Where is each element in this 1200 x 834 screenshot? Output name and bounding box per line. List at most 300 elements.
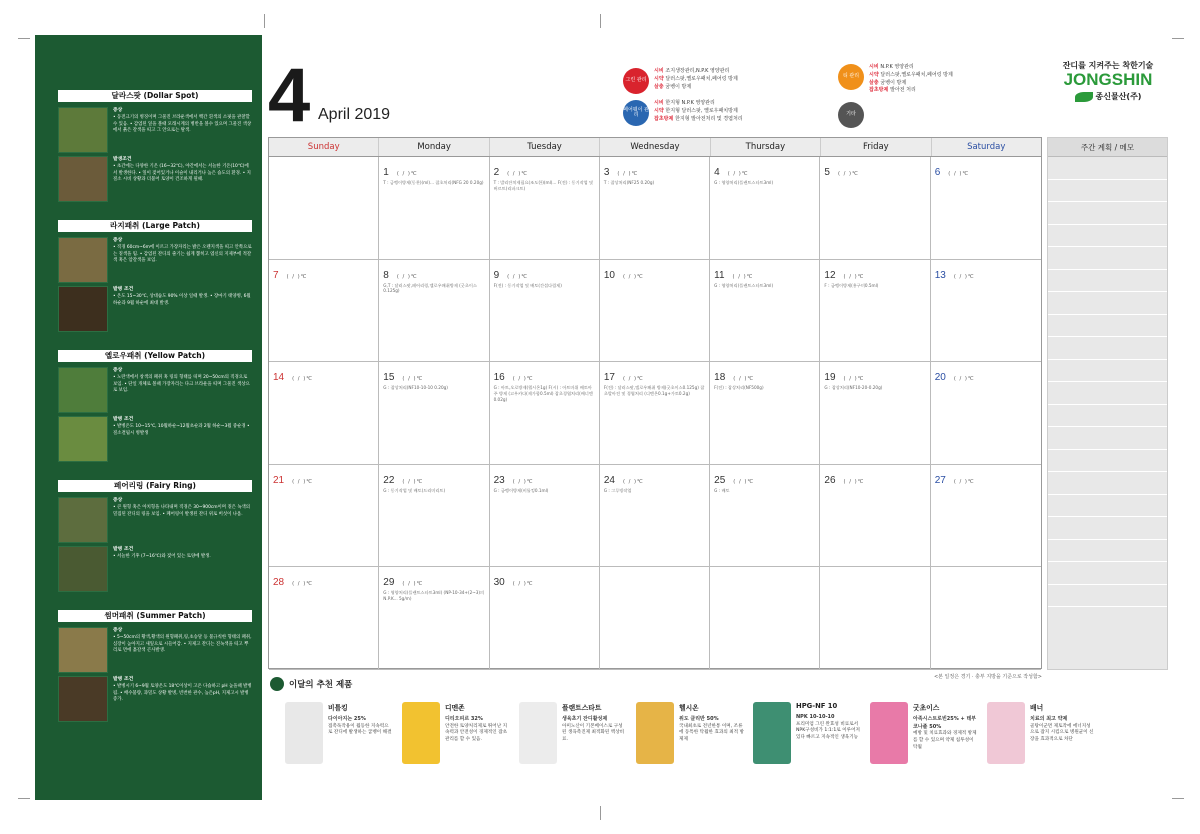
memo-line bbox=[1048, 450, 1167, 473]
disease-card bbox=[58, 350, 252, 462]
disease-photo bbox=[58, 627, 108, 673]
temperature-field: ( / )℃ bbox=[843, 376, 865, 382]
memo-line bbox=[1048, 540, 1167, 563]
product-sub: 다이아지논 25% bbox=[328, 716, 366, 722]
calendar-day bbox=[600, 567, 710, 670]
memo-title: 주간 계획 / 메모 bbox=[1048, 138, 1167, 157]
day-number: 27 bbox=[934, 474, 946, 486]
product-image bbox=[519, 702, 557, 764]
disease-row bbox=[58, 416, 252, 462]
section-text: • 발병온도 10~15℃, 10월하순~12월초순과 2월 하순~3월 중순경 • 질소결핍시 병발생 bbox=[113, 424, 250, 436]
section-label: 증상 bbox=[113, 108, 123, 113]
day-number: 12 bbox=[824, 269, 836, 281]
day-number: 1 bbox=[383, 167, 389, 178]
legend-item bbox=[623, 68, 738, 94]
product-sub: 위도 클리반 50% bbox=[679, 716, 719, 722]
calendar-day bbox=[820, 260, 930, 363]
section-label: 발병 조건 bbox=[113, 287, 134, 292]
product-name: 디멘존 bbox=[445, 704, 465, 712]
legend-value: 조지생장관리,N.P.K 영양관리 bbox=[665, 68, 730, 74]
legend-circle: 기타 bbox=[838, 102, 864, 128]
legend-line bbox=[654, 68, 738, 76]
disease-card bbox=[58, 220, 252, 332]
recommend-heading bbox=[270, 677, 352, 691]
day-head bbox=[824, 263, 925, 282]
product-text: 안전한 토양처리제로 뛰어난 지속력과 안전성이 경제적인 잡초관리를 할 수 있음. bbox=[445, 723, 508, 743]
disease-title: 옐로우패취 (Yellow Patch) bbox=[58, 350, 252, 362]
legend-line bbox=[654, 108, 743, 116]
legend-lines bbox=[654, 68, 738, 91]
legend-circle: 티 관리 bbox=[838, 64, 864, 90]
day-note: G : 잡상처리(NF10-10-10 0.20g) bbox=[383, 385, 448, 390]
day-head bbox=[383, 263, 484, 282]
day-head bbox=[494, 160, 595, 179]
day-number: 10 bbox=[603, 269, 615, 281]
section-text: • 온도 15~30℃, 상대습도 90% 이상 일때 발생. • 장마기 태양병, 6월 하순과 9월 하순에 최대 발생. bbox=[113, 294, 251, 306]
legend-lines bbox=[654, 100, 743, 123]
calendar-day bbox=[379, 567, 489, 670]
day-number: 14 bbox=[273, 372, 285, 383]
disease-photo bbox=[58, 237, 108, 283]
calendar-day bbox=[710, 465, 820, 568]
day-head bbox=[935, 468, 1037, 487]
calendar-day bbox=[710, 260, 820, 363]
product-name: HPG-NF 10 bbox=[796, 702, 838, 710]
temperature-field: ( / )℃ bbox=[732, 273, 754, 280]
disease-photo bbox=[58, 416, 108, 462]
day-head bbox=[714, 263, 815, 282]
disease-card bbox=[58, 480, 252, 592]
section-text: • 초간에는 다양한 기온 (16~32℃), 야간에서는 서늘한 기온(10℃)에서 발생한다. • 잎이 젖어있거나 이슬이 내리거나 높은 습도의 환경. • 지질소 시비 상황과 더불어 토양이 건조하게 될때. bbox=[113, 164, 251, 183]
temperature-field: ( / )℃ bbox=[843, 273, 865, 280]
legend-key: 살충 bbox=[869, 79, 881, 86]
month-year-label: April 2019 bbox=[318, 106, 391, 123]
day-head bbox=[494, 570, 595, 589]
memo-line bbox=[1048, 225, 1167, 248]
day-head bbox=[935, 160, 1037, 179]
disease-text bbox=[113, 286, 252, 332]
disease-title: 썸머패취 (Summer Patch) bbox=[58, 610, 252, 622]
temperature-field: ( / )℃ bbox=[733, 478, 755, 485]
day-number: 17 bbox=[603, 372, 615, 383]
legend-line bbox=[869, 64, 953, 72]
memo-line bbox=[1048, 585, 1167, 608]
legend-item bbox=[838, 64, 953, 95]
memo-line bbox=[1048, 495, 1167, 518]
section-text: • 5~50cm의 황색,황색의 원형패취,링,초승달 등 불규칙한 형태의 패취,심장이 높아지고 새잎으로 시들어감. • 지제고 잔디는 진녹색을 띠고 뿌리로 면에 흙갈색 곤사발생. bbox=[113, 635, 252, 654]
day-note: G : 잡상처리(NF10-20-0.20g) bbox=[824, 385, 883, 390]
crop-mark bbox=[18, 798, 30, 799]
product-item bbox=[285, 702, 393, 764]
product-desc bbox=[1030, 716, 1095, 744]
legend-line bbox=[654, 76, 738, 84]
legend-circle: 그린 관리 bbox=[623, 68, 649, 94]
day-head bbox=[824, 160, 925, 179]
disease-text bbox=[113, 416, 252, 462]
disease-row bbox=[58, 107, 252, 153]
product-text: 예방 및 치료효과와 경제적 방제를 할 수 있으며 약제 침투성이 탁월 bbox=[913, 731, 977, 750]
calendar-day bbox=[269, 362, 379, 465]
disease-title: 페어리링 (Fairy Ring) bbox=[58, 480, 252, 492]
product-image bbox=[753, 702, 791, 764]
day-number: 15 bbox=[383, 372, 395, 383]
product-image bbox=[636, 702, 674, 764]
product-item bbox=[636, 702, 744, 764]
legend-value: 굼벵이 방제 bbox=[665, 83, 692, 90]
crop-mark bbox=[1172, 38, 1184, 39]
day-head bbox=[383, 468, 484, 487]
temperature-field: ( / )℃ bbox=[953, 478, 975, 485]
temperature-field: ( / )℃ bbox=[622, 376, 644, 382]
disease-row bbox=[58, 286, 252, 332]
product-item bbox=[402, 702, 510, 764]
disease-card bbox=[58, 610, 252, 722]
day-head bbox=[604, 468, 705, 487]
day-number: 5 bbox=[824, 167, 830, 178]
disease-row bbox=[58, 546, 252, 592]
legend-key: 시약 bbox=[654, 75, 666, 82]
memo-line bbox=[1048, 472, 1167, 495]
day-note: F : 굼벵이방제(흥구미0.5ml) bbox=[824, 282, 879, 288]
disease-text bbox=[113, 497, 252, 543]
day-number: 19 bbox=[824, 372, 836, 383]
disease-photo bbox=[58, 676, 108, 722]
product-text: 골탕이군면 제토작에 에너지성으로 잡지 시킴으로 병원균이 신장을 효과적으로 차단 bbox=[1030, 723, 1094, 743]
legend-value: 달러스팟,옐로우패치,페어링 방제 bbox=[880, 71, 953, 78]
weekday-label: Saturday bbox=[967, 142, 1006, 152]
disease-title: 달라스팟 (Dollar Spot) bbox=[58, 90, 252, 102]
calendar-day bbox=[600, 465, 710, 568]
legend-value: N.P.K 영양관리 bbox=[880, 64, 914, 70]
temperature-field: ( / )℃ bbox=[512, 376, 534, 382]
temperature-field: ( / )℃ bbox=[733, 376, 755, 382]
memo-line bbox=[1048, 562, 1167, 585]
legend-line bbox=[654, 116, 743, 124]
day-number: 16 bbox=[493, 372, 505, 383]
weekday-label: Wednesday bbox=[600, 138, 710, 156]
calendar-grid bbox=[268, 137, 1042, 669]
calendar-day bbox=[931, 465, 1041, 568]
day-head bbox=[935, 365, 1037, 384]
leaf-icon bbox=[1075, 92, 1093, 102]
disease-photo bbox=[58, 497, 108, 543]
temperature-field: ( / )℃ bbox=[396, 171, 418, 177]
disease-photo bbox=[58, 156, 108, 202]
product-image bbox=[402, 702, 440, 764]
calendar-day bbox=[269, 260, 379, 363]
memo-line bbox=[1048, 247, 1167, 270]
memo-line bbox=[1048, 202, 1167, 225]
day-note: G : 굼벵이방제(비틀킹0.1ml) bbox=[493, 487, 549, 493]
product-sub: 치료의 최고 약제 bbox=[1030, 716, 1068, 722]
schedule-footnote: <본 일정은 경기 · 충부 지방을 기준으로 작성함> bbox=[933, 674, 1042, 680]
legend-lines bbox=[869, 64, 953, 95]
day-number: 30 bbox=[493, 577, 505, 588]
day-number: 20 bbox=[934, 372, 946, 383]
product-image bbox=[285, 702, 323, 764]
day-number: 26 bbox=[824, 474, 836, 486]
product-text: 국내최초로 전년한통 이며, 조류에 동특한 탁월한 효과의 최적 방제제 bbox=[679, 723, 744, 743]
day-number: 28 bbox=[273, 577, 285, 588]
product-text: 접촉독작용이 월등한 지속력으로 잔디에 발생하는 굼벵이 해결 bbox=[328, 723, 392, 736]
section-label: 발병 조건 bbox=[113, 547, 134, 552]
day-head bbox=[273, 365, 374, 384]
temperature-field: ( / )℃ bbox=[507, 171, 529, 177]
temperature-field: ( / )℃ bbox=[402, 581, 424, 587]
calendar-day bbox=[490, 567, 600, 670]
legend-key: 잡초방제 bbox=[869, 87, 891, 94]
disease-title: 라지패취 (Large Patch) bbox=[58, 220, 252, 232]
legend-key: 시비 bbox=[869, 64, 881, 70]
calendar-day bbox=[931, 362, 1041, 465]
memo-line bbox=[1048, 315, 1167, 338]
calendar-day bbox=[820, 157, 930, 260]
product-image bbox=[870, 702, 908, 764]
calendar-day bbox=[931, 260, 1041, 363]
day-note: T : 금벵이방제(동찬)(ml)... 잡초처리(NFG 20 0.20g) bbox=[383, 180, 484, 185]
temperature-field: ( / )℃ bbox=[292, 376, 314, 382]
calendar-day bbox=[600, 362, 710, 465]
crop-mark bbox=[600, 14, 601, 28]
product-desc bbox=[562, 716, 627, 744]
product-info bbox=[679, 702, 744, 764]
temperature-field: ( / )℃ bbox=[286, 273, 308, 280]
product-info bbox=[796, 702, 861, 764]
memo-line bbox=[1048, 360, 1167, 383]
calendar-day bbox=[931, 567, 1041, 670]
weekday-label: Friday bbox=[821, 138, 931, 156]
day-note: F(전) : 잡상처리(NF500g) bbox=[714, 385, 764, 390]
product-item bbox=[519, 702, 627, 764]
day-head bbox=[383, 365, 484, 384]
disease-row bbox=[58, 237, 252, 283]
product-sub: 디티오피르 32% bbox=[445, 716, 483, 722]
disease-photo bbox=[58, 286, 108, 332]
day-head bbox=[935, 263, 1037, 282]
legend-value: 달러스팟,옐로우패치,페어링 방제 bbox=[665, 75, 738, 82]
crop-mark bbox=[264, 14, 265, 28]
product-info bbox=[328, 702, 393, 764]
day-note: G : 동기작업 및 배토(드리미리트) bbox=[383, 487, 446, 493]
product-name: 굿초이스 bbox=[913, 704, 940, 712]
disease-row bbox=[58, 676, 252, 722]
legend-value: 한지형 N.P.K 영양관리 bbox=[665, 100, 715, 106]
day-note: T : 잡상처리(NF25 0.20g) bbox=[603, 180, 655, 185]
logo-slogan: 잔디를 지켜주는 착한기술 bbox=[1062, 61, 1154, 70]
day-number: 2 bbox=[493, 167, 500, 178]
crop-mark bbox=[18, 38, 30, 39]
section-label: 증상 bbox=[113, 628, 123, 633]
calendar-day bbox=[490, 362, 600, 465]
temperature-field: ( / )℃ bbox=[402, 478, 424, 485]
section-label: 발생조건 bbox=[113, 157, 132, 162]
memo-line bbox=[1048, 517, 1167, 540]
day-number: 6 bbox=[934, 167, 941, 178]
company-logo bbox=[1048, 60, 1168, 102]
memo-line bbox=[1048, 427, 1167, 450]
day-note: F(전) : 달러스팟,옐로우패취 방제(굿초이스0.125g) 잡초발아전 및 경엽처리 (디맨온0.1g+가토0.2g) bbox=[603, 385, 705, 396]
disease-text bbox=[113, 676, 252, 722]
legend-item bbox=[623, 100, 743, 126]
product-desc bbox=[796, 714, 861, 742]
disease-row bbox=[58, 156, 252, 202]
section-label: 증상 bbox=[113, 238, 123, 243]
temperature-field: ( / )℃ bbox=[292, 581, 314, 587]
disease-text bbox=[113, 367, 252, 413]
product-desc bbox=[679, 716, 744, 744]
product-desc bbox=[913, 716, 978, 752]
calendar-day bbox=[379, 362, 489, 465]
day-head bbox=[714, 365, 815, 384]
memo-line bbox=[1048, 157, 1167, 180]
day-note: G : 영양처리(플랜트스타트3ml) bbox=[714, 180, 774, 185]
legend-line bbox=[869, 72, 953, 80]
day-note: G : 아트,오로방제(헬시온1g) F(시) : 아트마위 배토아주 방제 (고우카다(제가합0.5ml) 잡초경엽처리(배너엔0.02g) bbox=[493, 385, 593, 402]
product-item bbox=[987, 702, 1095, 764]
legend-item bbox=[838, 102, 869, 128]
legend-value: 한지형 발아전처리 및 경엽처리 bbox=[675, 115, 743, 122]
logo-brand: JONGSHIN bbox=[1063, 70, 1153, 89]
day-note: T : 발리잔치제필요(조도한)(ml)... F(전) : 동기작업 및 버르트(리파크트) bbox=[493, 180, 594, 191]
section-label: 증상 bbox=[113, 498, 123, 503]
day-head bbox=[273, 570, 374, 589]
section-text: • 직경 60cm~6m에 이르고 가장자리는 밝은 오렌지색을 띠고 안쪽으로는 짙색을 띰. • 감염된 잔디의 줄기는 쉽게 뽑히고 엽신의 지제부에 적갈색 혹은 암갈색을 보임. bbox=[113, 245, 252, 264]
day-head bbox=[494, 365, 595, 384]
calendar-day bbox=[931, 157, 1041, 260]
calendar-day bbox=[269, 157, 379, 260]
legend-circle: 페어웨이 관리 bbox=[623, 100, 649, 126]
calendar-day bbox=[379, 260, 489, 363]
day-head bbox=[824, 468, 925, 487]
day-note: G : 영양처리(플랜트스타트3ml) (NP-10-34+(2~3)의 N.P.K... 5g/m) bbox=[383, 590, 485, 601]
day-head bbox=[604, 263, 705, 282]
legend-key: 잡초방제 bbox=[654, 115, 676, 122]
day-head bbox=[494, 263, 595, 282]
day-head bbox=[604, 160, 705, 179]
disease-text bbox=[113, 156, 252, 202]
product-item bbox=[870, 702, 978, 764]
temperature-field: ( / )℃ bbox=[507, 273, 529, 280]
section-label: 발병 조건 bbox=[113, 417, 134, 422]
calendar-day bbox=[490, 157, 600, 260]
disease-photo bbox=[58, 367, 108, 413]
calendar-day bbox=[490, 465, 600, 568]
legend-value: 한지형 달러스팟, 옐로우패치방제 bbox=[665, 107, 738, 114]
legend-line bbox=[654, 84, 738, 92]
temperature-field: ( / )℃ bbox=[953, 376, 975, 382]
product-desc bbox=[445, 716, 510, 744]
day-head bbox=[824, 365, 925, 384]
legend-key: 시약 bbox=[869, 71, 881, 78]
temperature-field: ( / )℃ bbox=[292, 478, 314, 485]
temperature-field: ( / )℃ bbox=[622, 478, 644, 485]
calendar-day bbox=[820, 362, 930, 465]
legend-value: 발아전 처리 bbox=[890, 87, 916, 94]
day-number: 4 bbox=[714, 167, 720, 178]
disease-text bbox=[113, 237, 252, 283]
calendar-day bbox=[710, 157, 820, 260]
legend-key: 살충 bbox=[654, 83, 666, 90]
day-head bbox=[273, 468, 374, 487]
product-info bbox=[913, 702, 978, 764]
product-name: 비틀킹 bbox=[328, 704, 348, 712]
product-text: 프리미엄 그린 완효성 비료로서 NPK구성비가 1:1:1로 이루어져 있다 빠르고 지속적인 생육기능 bbox=[796, 721, 860, 741]
day-number: 18 bbox=[714, 372, 726, 383]
product-sub: NPK 10-10-10 bbox=[796, 714, 835, 720]
memo-line bbox=[1048, 292, 1167, 315]
disease-text bbox=[113, 107, 252, 153]
calendar-day bbox=[710, 567, 820, 670]
section-text: • 발병시기 6~9월 토양온도 18℃이상이 고온 다습하고 pH 높을때 발병됨. • 배수불량, 과밀도 상황 발병, 빈번한 관수, 높은pH, 지제고시 발병증가. bbox=[113, 684, 252, 703]
day-number: 3 bbox=[603, 167, 610, 178]
legend-key: 시비 bbox=[654, 68, 666, 74]
calendar-day bbox=[379, 465, 489, 568]
day-number: 29 bbox=[383, 577, 395, 588]
disease-row bbox=[58, 627, 252, 673]
disease-text bbox=[113, 627, 252, 673]
day-number: 7 bbox=[273, 269, 279, 281]
legend-key: 시약 bbox=[654, 107, 666, 114]
legend-key: 시비 bbox=[654, 100, 666, 106]
day-head bbox=[383, 160, 484, 179]
memo-line bbox=[1048, 180, 1167, 203]
product-name: 플랜트스타트 bbox=[562, 704, 602, 712]
product-list bbox=[285, 702, 1185, 782]
crop-mark bbox=[1172, 798, 1184, 799]
disease-row bbox=[58, 497, 252, 543]
calendar-day bbox=[600, 260, 710, 363]
product-text: 아미노산이 기본베이스로 구성된 생육촉진제 최적화된 액상비료. bbox=[562, 723, 625, 743]
day-note: G : 배토 bbox=[714, 487, 730, 493]
temperature-field: ( / )℃ bbox=[948, 171, 970, 177]
calendar-day bbox=[820, 465, 930, 568]
product-sub: 생육초기 잔디활성제 bbox=[562, 716, 608, 722]
temperature-field: ( / )℃ bbox=[953, 273, 975, 280]
calendar-day bbox=[710, 362, 820, 465]
day-number: 25 bbox=[714, 474, 726, 486]
day-number: 24 bbox=[603, 474, 615, 486]
day-note: F(전) : 동기작업 및 배토(간섭다림제) bbox=[493, 282, 562, 288]
day-note: G,T : 달러스팟,페어리링,옐로우패취방제 (굿초이스0.125g) bbox=[383, 282, 477, 294]
day-number: 21 bbox=[273, 474, 285, 486]
product-desc bbox=[328, 716, 393, 737]
calendar-day bbox=[269, 465, 379, 568]
weekday-header bbox=[269, 138, 1041, 157]
day-head bbox=[714, 160, 815, 179]
temperature-field: ( / )℃ bbox=[617, 171, 639, 177]
day-number: 9 bbox=[493, 269, 500, 281]
day-head bbox=[273, 263, 374, 282]
day-head bbox=[714, 468, 815, 487]
disease-photo bbox=[58, 107, 108, 153]
recommend-title: 이달의 추천 제품 bbox=[289, 680, 353, 690]
disease-sidebar bbox=[35, 35, 262, 800]
weekday-label: Sunday bbox=[269, 138, 379, 156]
legend-line bbox=[869, 87, 953, 95]
temperature-field: ( / )℃ bbox=[622, 273, 644, 280]
disease-photo bbox=[58, 546, 108, 592]
day-number: 23 bbox=[493, 474, 505, 486]
section-label: 발병 조건 bbox=[113, 677, 134, 682]
recommend-icon bbox=[270, 677, 284, 691]
memo-line bbox=[1048, 382, 1167, 405]
legend-value: 굼벵이 방제 bbox=[880, 79, 907, 86]
logo-company: 종신물산(주) bbox=[1048, 91, 1168, 102]
calendar-day bbox=[269, 567, 379, 670]
day-note: G : 그루빙작업 bbox=[603, 487, 632, 493]
day-head bbox=[494, 468, 595, 487]
temperature-field: ( / )℃ bbox=[843, 478, 865, 485]
